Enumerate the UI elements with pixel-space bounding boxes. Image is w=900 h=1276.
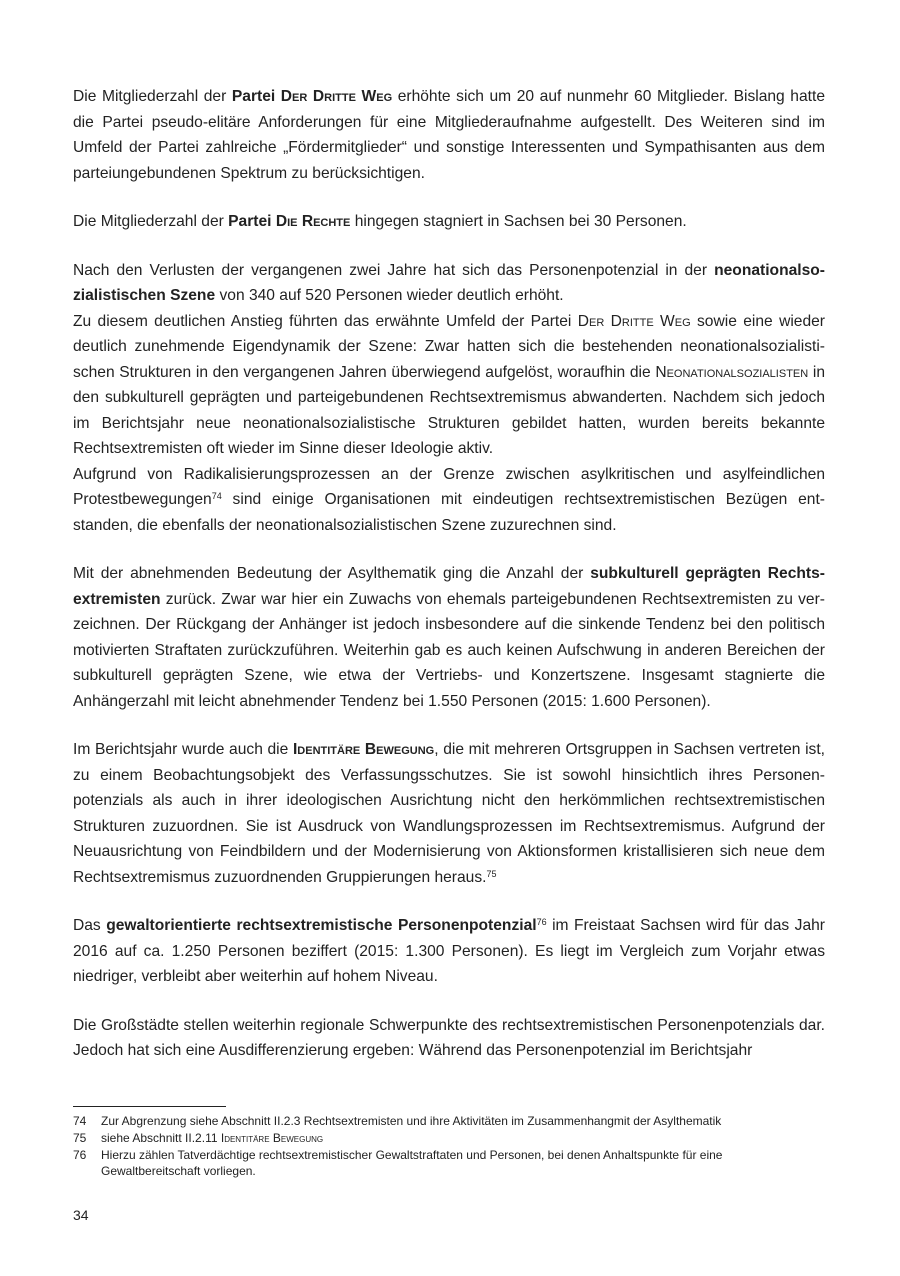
- footnote-text: [101, 1130, 825, 1146]
- footnote-reference: 74: [211, 491, 222, 501]
- paragraph: [73, 84, 825, 186]
- text-run: sowie eine wieder deutlich zunehmende Eigendynamik der Szene: Zwar hatten sich die bestehenden neonationalsozialistischen Strukturen in den vergangenen Jahren überwiegend aufgelöst, woraufhin die: [73, 312, 825, 381]
- organization-name: Die Rechte: [275, 213, 351, 230]
- bold-term: Partei: [231, 88, 281, 105]
- page-body: [73, 84, 825, 1087]
- organization-name: Identitäre Bewegung: [292, 741, 435, 758]
- text-run: in den subkulturell geprägten und parteigebundenen Rechtsextremismus abwanderten. Nachdem sich jedoch im Berichtsjahr neue neonationalsozialistische Strukturen gebildet hatten, wurden bereits bekannte Rechtsextremisten oft wieder im Sinne dieser Ideologie aktiv.: [73, 363, 825, 457]
- paragraph: [73, 1013, 825, 1064]
- organization-name: Identitäre Bewegung: [220, 1131, 324, 1145]
- text-run: Die Mitgliederzahl der: [73, 88, 232, 105]
- page-number: 34: [73, 1207, 89, 1223]
- paragraph-list: [73, 84, 825, 1064]
- text-run: Mit der abnehmenden Bedeutung der Asylthematik ging die Anzahl der: [73, 565, 591, 582]
- text-run: siehe Abschnitt II.2.11: [101, 1131, 221, 1145]
- organization-name: Der Dritte Weg: [577, 312, 691, 330]
- organization-name: Der Dritte Weg: [280, 88, 393, 105]
- bold-term: subkulturell geprägten Rechtsextremisten: [73, 565, 825, 608]
- text-run: Die Großstädte stellen weiterhin regionale Schwerpunkte des rechtsextremistischen Personenpotenzials dar. Jedoch hat sich eine Ausdifferenzierung ergeben: Während das Personenpotenzial im Berichtsjahr: [73, 1016, 825, 1059]
- footnote-list: [73, 1113, 825, 1179]
- bold-term: gewaltorientierte rechtsextremistische Personenpotenzial: [106, 917, 537, 934]
- text-run: sind einige Organisationen mit eindeutigen rechtsextremistischen Bezügen entstanden, die ebenfalls der neonationalsozialistischen Szene zuzurechnen sind.: [73, 491, 825, 534]
- text-run: Hierzu zählen Tatverdächtige rechtsextremistischer Gewaltstraftaten und Personen, bei denen Anhaltspunkte für eine Gewaltbereitschaft vorliegen.: [101, 1148, 723, 1178]
- text-run: zurück. Zwar war hier ein Zuwachs von ehemals parteigebundenen Rechtsextremisten zu verzeichnen. Der Rückgang der Anhänger ist jedoch insbesondere auf die sinkende Tendenz bei den politisch motivierten Straftaten zurückzuführen. Weiterhin gab es auch keinen Aufschwung in anderen Bereichen der subkulturell geprägten Szene, wie etwa der Vertriebs- und Konzertszene. Insgesamt stagnierte die Anhängerzahl mit leicht abnehmender Tendenz bei 1.550 Personen (2015: 1.600 Personen).: [73, 590, 825, 710]
- text-run: Zur Abgrenzung siehe Abschnitt II.2.3 Rechtsextremisten und ihre Aktivitäten im Zusammenhangmit der Asylthematik: [101, 1114, 722, 1128]
- text-run: Im Berichtsjahr wurde auch die: [73, 741, 293, 758]
- footnote-rule: [73, 1106, 226, 1107]
- text-run: Nach den Verlusten der vergangenen zwei Jahre hat sich das Personenpotenzial in der: [73, 261, 715, 279]
- footnote: [73, 1130, 825, 1146]
- paragraph: [73, 913, 825, 990]
- paragraph: [73, 258, 825, 539]
- footnote: [73, 1147, 825, 1179]
- footnote-reference: 75: [486, 868, 497, 879]
- text-run: hingegen stagniert in Sachsen bei 30 Personen.: [350, 213, 687, 230]
- paragraph: [73, 561, 825, 714]
- footnote-text: [101, 1147, 825, 1179]
- footnote-number: 76: [73, 1148, 87, 1162]
- text-run: Aufgrund von Radikalisierungsprozessen an der Grenze zwischen asylkritischen und asylfeindlichen Protestbewegungen: [73, 465, 825, 508]
- paragraph: [73, 737, 825, 890]
- footnote: [73, 1113, 825, 1129]
- text-run: Zu diesem deutlichen Anstieg führten das erwähnte Umfeld der Partei: [73, 312, 578, 330]
- text-run: Das: [73, 917, 107, 934]
- bold-term: Partei: [228, 213, 276, 230]
- text-run: von 340 auf 520 Personen wieder deutlich erhöht.: [215, 287, 564, 304]
- text-run: erhöhte sich um 20 auf nunmehr 60 Mitglieder. Bislang hatte die Partei pseudo-elitäre Anforderungen für eine Mitgliederaufnahme aufgestellt. Des Weiteren sind im Umfeld der Partei zahlreiche „Fördermitglieder“ und sonstige Interessenten und Sympathisanten aus dem parteiungebundenen Spektrum zu berücksichtigen.: [73, 88, 825, 182]
- footnotes: [73, 1106, 825, 1180]
- footnote-number: 74: [73, 1114, 87, 1128]
- footnote-text: [101, 1113, 825, 1129]
- text-run: , die mit mehreren Ortsgruppen in Sachsen vertreten ist, zu einem Beobachtungsobjekt des Verfassungsschutzes. Sie ist sowohl hinsichtlich ihres Personenpotenzials als auch in ihrer ideologischen Ausrichtung nicht den herkömmlichen rechtsextremistischen Strukturen zuzuordnen. Sie ist Ausdruck von Wandlungsprozessen im Rechtsextremismus. Aufgrund der Neuausrichtung von Feindbildern und der Modernisierung von Aktionsformen kristallisieren sich neue dem Rechtsextremismus zuzuordnenden Gruppierungen heraus.: [73, 741, 825, 886]
- paragraph: [73, 209, 825, 235]
- bold-term: neonationalsozialistischen Szene: [73, 261, 825, 304]
- text-run: Die Mitgliederzahl der: [73, 213, 229, 230]
- text-run: im Freistaat Sachsen wird für das Jahr 2016 auf ca. 1.250 Personen beziffert (2015: 1.300 Personen). Es liegt im Vergleich zum Vorjahr etwas niedriger, verbleibt aber weiterhin auf hohem Niveau.: [73, 917, 825, 985]
- footnote-number: 75: [73, 1131, 87, 1145]
- footnote-reference: 76: [536, 917, 547, 927]
- organization-name: Neonationalsozialisten: [655, 363, 809, 381]
